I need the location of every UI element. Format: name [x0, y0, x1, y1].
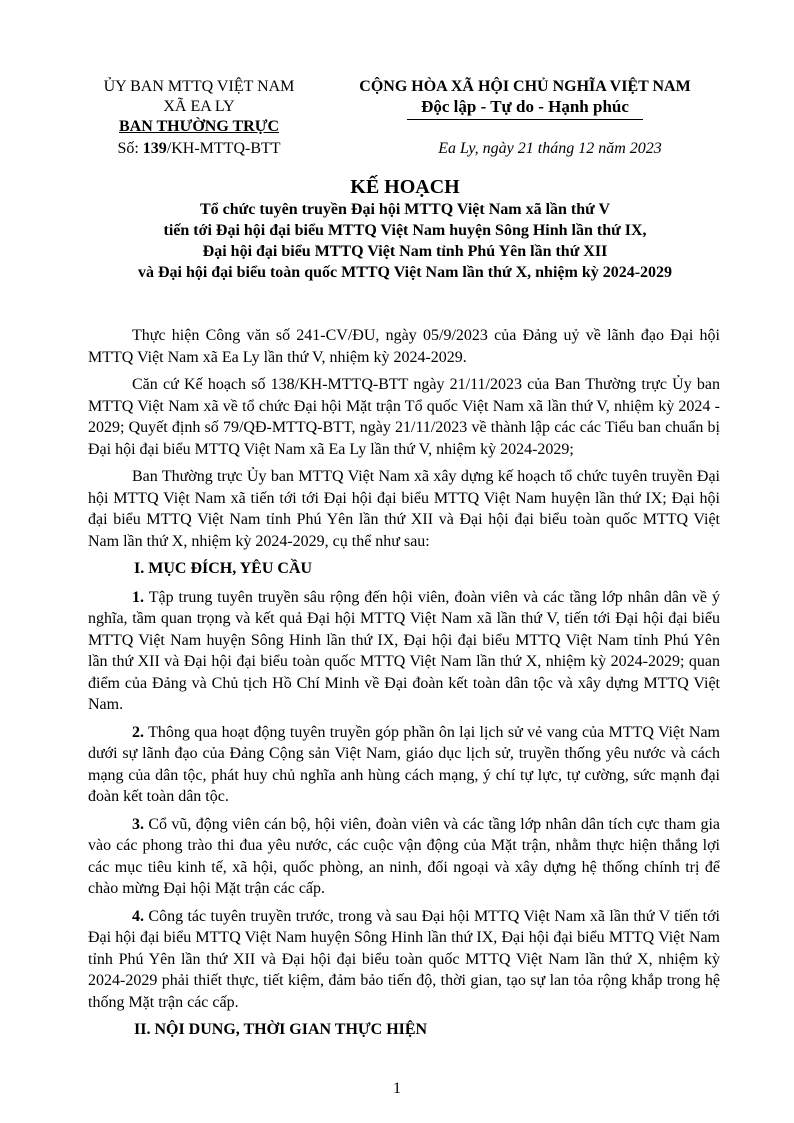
section-1-heading: I. MỤC ĐÍCH, YÊU CẦU	[134, 560, 313, 577]
doc-no-suffix: /KH-MTTQ-BTT	[166, 140, 281, 157]
intro-paragraph-2: Căn cứ Kế hoạch số 138/KH-MTTQ-BTT ngày 21/11/2023 của Ban Thường trực Ủy ban MTTQ Việt Nam xã về tổ chức Đại hội Mặt trận Tổ quốc Việt Nam xã lần thứ V, nhiệm kỳ 2024 - 2029; Quyết định số 79/QĐ-MTTQ-BTT, ngày 21/11/2023 về thành lập các các Tiểu ban chuẩn bị Đại hội đại biểu MTTQ Việt Nam xã Ea Ly lần thứ V, nhiệm kỳ 2024-2029;	[88, 376, 720, 458]
item-text: Tập trung tuyên truyền sâu rộng đến hội viên, đoàn viên và các tầng lớp nhân dân về ý nghĩa, tầm quan trọng và kết quả Đại hội MTTQ Việt Nam xã lần thứ V, tiến tới Đại hội đại biểu MTTQ Việt Nam huyện Sông Hinh lần thứ IX, Đại hội đại biểu MTTQ Việt Nam tỉnh Phú Yên lần thứ XII và Đại hội đại biểu toàn quốc MTTQ Việt Nam lần thứ X, nhiệm kỳ 2024-2029; quan điểm của Đảng và Chủ tịch Hồ Chí Minh về Đại đoàn kết toàn dân tộc và xây dựng MTTQ Việt Nam.	[88, 588, 720, 713]
intro-paragraph-1: Thực hiện Công văn số 241-CV/ĐU, ngày 05/9/2023 của Đảng uỷ về lãnh đạo Đại hội MTTQ Việt Nam xã Ea Ly lần thứ V, nhiệm kỳ 2024-2029.	[88, 327, 720, 366]
title-line-2: tiến tới Đại hội đại biểu MTTQ Việt Nam huyện Sông Hinh lần thứ IX,	[163, 222, 647, 239]
item-number: 4.	[132, 907, 144, 925]
item-number: 3.	[132, 815, 144, 833]
agency-line-2: XÃ EA LY	[163, 98, 235, 115]
place-date: Ea Ly, ngày 21 tháng 12 năm 2023	[438, 140, 662, 157]
title-line-1: Tổ chức tuyên truyền Đại hội MTTQ Việt Nam xã lần thứ V	[199, 201, 611, 218]
section-1-item-3	[88, 814, 720, 900]
document-title	[80, 175, 730, 283]
item-text: Công tác tuyên truyền trước, trong và sau Đại hội MTTQ Việt Nam xã lần thứ V tiến tới Đại hội đại biểu MTTQ Việt Nam huyện Sông Hinh lần thứ IX, Đại hội đại biểu MTTQ Việt Nam tỉnh Phú Yên lần thứ XII và Đại hội đại biểu toàn quốc MTTQ Việt Nam lần thứ X, nhiệm kỳ 2024-2029 phải thiết thực, tiết kiệm, đảm bảo tiến độ, thời gian, tạo sự lan tỏa rộng khắp trong hệ thống Mặt trận các cấp.	[88, 907, 720, 1011]
title-line-4: và Đại hội đại biểu toàn quốc MTTQ Việt Nam lần thứ X, nhiệm kỳ 2024-2029	[137, 264, 673, 281]
section-1-item-2	[88, 722, 720, 808]
doc-no-number: 139	[142, 140, 167, 157]
doc-no-prefix: Số:	[117, 140, 143, 157]
national-header	[330, 77, 720, 120]
section-1-item-4	[88, 906, 720, 1014]
item-text: Thông qua hoạt động tuyên truyền góp phần ôn lại lịch sử vẻ vang của MTTQ Việt Nam dưới sự lãnh đạo của Đảng Cộng sản Việt Nam, giáo dục lịch sử, truyền thống yêu nước và cách mạng của dân tộc, phát huy chủ nghĩa anh hùng cách mạng, ý chí tự lực, tự cường, sức mạnh đại đoàn kết toàn dân tộc.	[88, 723, 720, 805]
title-main: KẾ HOẠCH	[350, 176, 460, 198]
section-1-item-1	[88, 587, 720, 716]
agency-line-3: BAN THƯỜNG TRỰC	[118, 118, 279, 135]
section-2-heading: II. NỘI DUNG, THỜI GIAN THỰC HIỆN	[134, 1021, 428, 1038]
document-body	[88, 325, 720, 1048]
nation-name: CỘNG HÒA XÃ HỘI CHỦ NGHĨA VIỆT NAM	[359, 78, 691, 95]
intro-paragraph-3: Ban Thường trực Ủy ban MTTQ Việt Nam xã xây dựng kế hoạch tổ chức tuyên truyền Đại hội MTTQ Việt Nam xã tiến tới tới Đại hội đại biểu MTTQ Việt Nam huyện lần thứ IX; Đại hội đại biểu MTTQ Việt Nam tỉnh Phú Yên lần thứ XII và Đại hội đại biểu toàn quốc MTTQ Việt Nam lần thứ X, nhiệm kỳ 2024-2029, cụ thể như sau:	[88, 468, 720, 550]
title-line-3: Đại hội đại biểu MTTQ Việt Nam tỉnh Phú Yên lần thứ XII	[202, 243, 608, 260]
item-number: 2.	[132, 723, 144, 741]
item-number: 1.	[132, 588, 144, 606]
document-number	[84, 140, 314, 158]
national-motto: Độc lập - Tự do - Hạnh phúc	[407, 97, 643, 120]
agency-line-1: ỦY BAN MTTQ VIỆT NAM	[103, 78, 295, 95]
item-text: Cổ vũ, động viên cán bộ, hội viên, đoàn viên và các tầng lớp nhân dân tích cực tham gia vào các phong trào thi đua yêu nước, các cuộc vận động của Mặt trận, nhằm thực hiện thắng lợi các mục tiêu kinh tế, xã hội, quốc phòng, an ninh, đối ngoại và xây dựng hệ thống chính trị để chào mừng Đại hội Mặt trận các cấp.	[88, 815, 720, 897]
issuing-agency	[84, 77, 314, 137]
page-number: 1	[393, 1080, 401, 1097]
